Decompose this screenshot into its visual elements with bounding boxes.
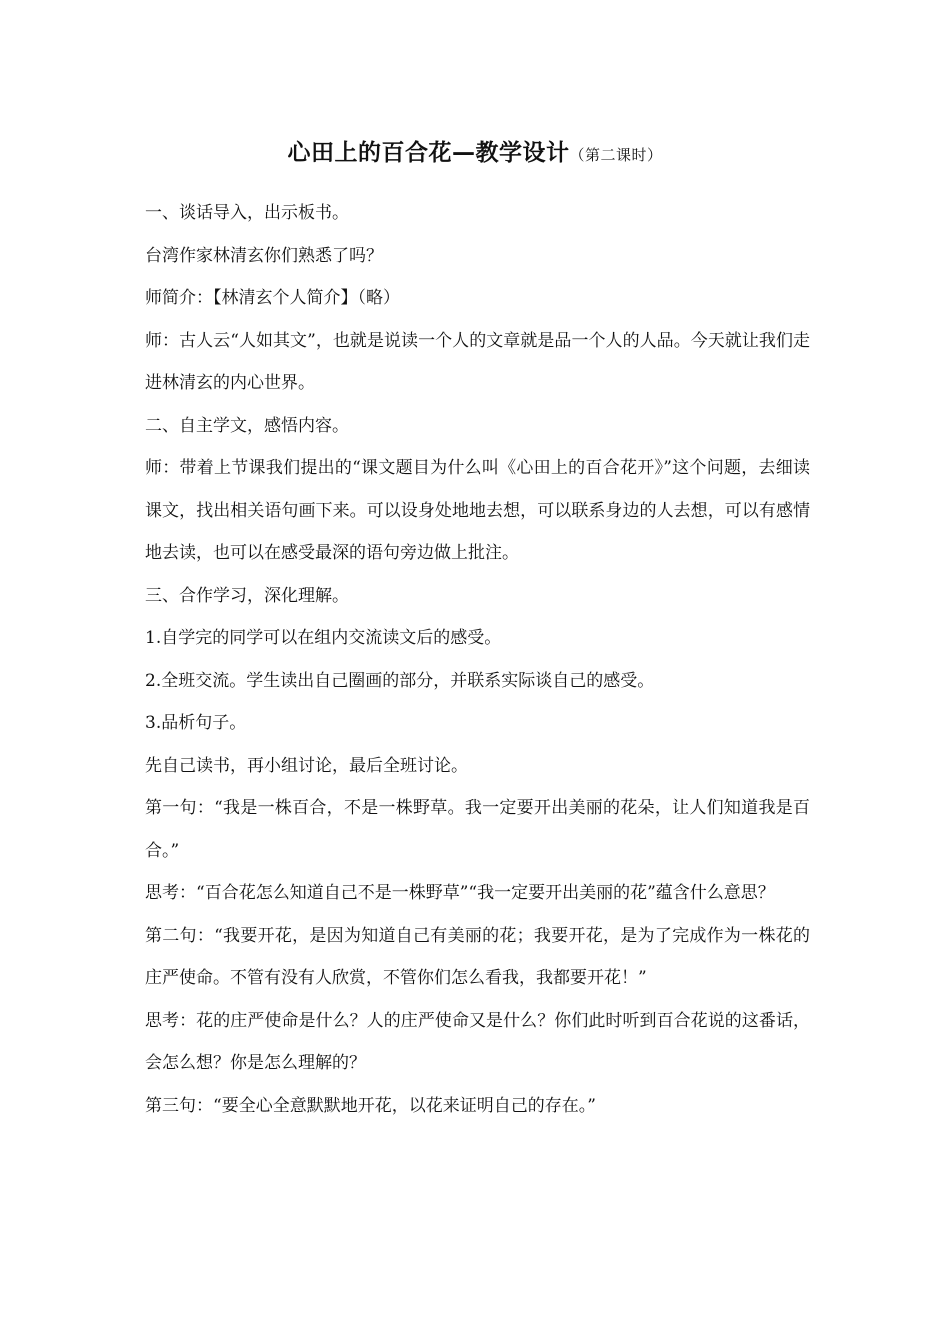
document-body — [145, 192, 810, 1127]
list-item: 3.品析句子。 — [145, 713, 247, 733]
thinking-question: 思考：花的庄严使命是什么？人的庄严使命又是什么？你们此时听到百合花说的这番话，会怎么想？你是怎么理解的？ — [145, 1010, 810, 1073]
paragraph: 台湾作家林清玄你们熟悉了吗？ — [145, 245, 383, 266]
section-heading-intro: 一、谈话导入，出示板书。 — [145, 203, 349, 223]
sentence-quote: 第三句：“要全心全意默默地开花，以花来证明自己的存在。” — [145, 1095, 596, 1116]
title-lesson-note: （第二课时） — [569, 146, 663, 164]
list-item: 2.全班交流。学生读出自己圈画的部分，并联系实际谈自己的感受。 — [145, 670, 655, 691]
thinking-question: 思考：“百合花怎么知道自己不是一株野草”“我一定要开出美丽的花”蕴含什么意思？ — [145, 883, 775, 903]
paragraph: 师简介：【林清玄个人简介】（略） — [145, 288, 400, 308]
paragraph: 师：带着上节课我们提出的“课文题目为什么叫《心田上的百合花开》”这个问题，去细读课文，找出相关语句画下来。可以设身处地地去想，可以联系身边的人去想，可以有感情地去读，也可以在感受最深的语句旁边做上批注。 — [145, 458, 810, 563]
section-heading-cooperative: 三、合作学习，深化理解。 — [145, 585, 349, 606]
document-title — [0, 134, 950, 167]
paragraph: 先自己读书，再小组讨论，最后全班讨论。 — [145, 755, 468, 776]
sentence-quote: 第二句：“我要开花，是因为知道自己有美丽的花；我要开花，是为了完成作为一株花的庄严使命。不管有没有人欣赏，不管你们怎么看我，我都要开花！” — [145, 925, 810, 988]
list-item: 1.自学完的同学可以在组内交流读文后的感受。 — [145, 628, 502, 648]
section-heading-self-study: 二、自主学文，感悟内容。 — [145, 415, 349, 436]
paragraph: 师：古人云“人如其文”，也就是说读一个人的文章就是品一个人的人品。今天就让我们走进林清玄的内心世界。 — [145, 330, 810, 393]
sentence-quote: 第一句：“我是一株百合，不是一株野草。我一定要开出美丽的花朵，让人们知道我是百合。” — [145, 798, 810, 861]
title-main: 心田上的百合花—教学设计 — [287, 140, 570, 166]
